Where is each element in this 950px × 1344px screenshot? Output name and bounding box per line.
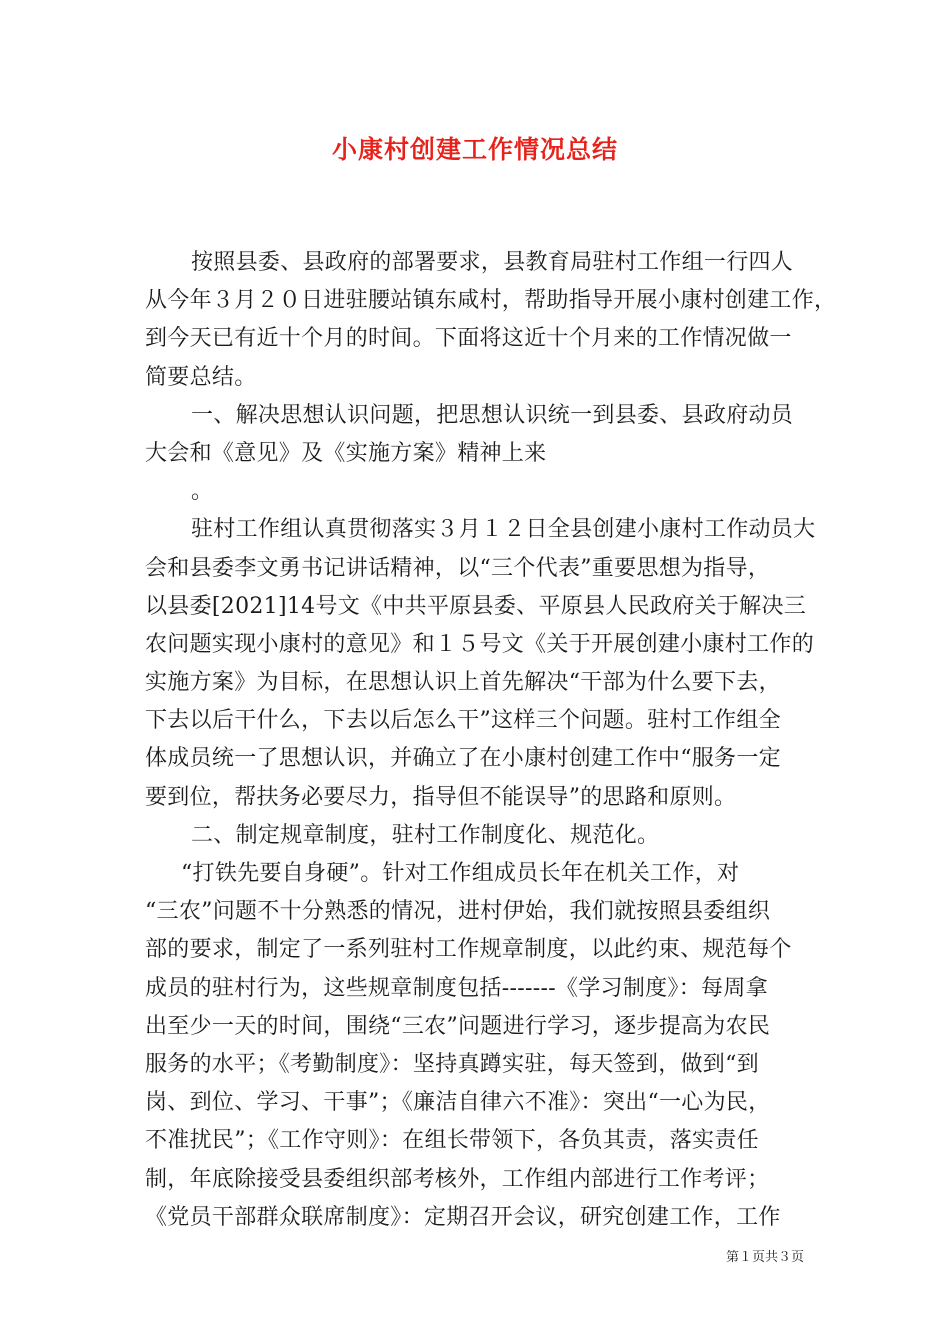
text-line: 从今年３月２０日进驻腰站镇东咸村，帮助指导开展小康村创建工作，	[145, 288, 837, 314]
text-line: “打铁先要自身硬”。针对工作组成员长年在机关工作，对	[181, 861, 740, 886]
document-body	[145, 244, 837, 1237]
text-line: 简要总结。	[145, 364, 257, 390]
text-line: 部的要求，制定了一系列驻村工作规章制度，以此约束、规范每个	[145, 937, 792, 963]
text-line: 。	[191, 479, 214, 505]
section-heading-1-cont: 大会和《意见》及《实施方案》精神上来	[145, 440, 547, 466]
text-line: 岗、到位、学习、干事”；《廉洁自律六不准》：突出“一心为民，	[145, 1090, 771, 1116]
text-line: 成员的驻村行为，这些规章制度包括-------《学习制度》：每周拿	[145, 975, 768, 1001]
text-line: 要到位，帮扶务必要尽力，指导但不能误导”的思路和原则。	[145, 784, 737, 810]
text-line: 不准扰民”；《工作守则》：在组长带领下，各负其责，落实责任	[145, 1128, 759, 1154]
page-title: 小康村创建工作情况总结	[331, 135, 618, 164]
text-line: 体成员统一了思想认识，并确立了在小康村创建工作中“服务一定	[145, 746, 781, 772]
text-line: 会和县委李文勇书记讲话精神，以“三个代表”重要思想为指导，	[145, 555, 771, 581]
text-line: 实施方案》为目标，在思想认识上首先解决“干部为什么要下去，	[145, 670, 781, 696]
text-line: 以县委[2021]14号文《中共平原县委、平原县人民政府关于解决三	[145, 593, 807, 619]
text-line: 到今天已有近十个月的时间。下面将这近十个月来的工作情况做一	[145, 326, 792, 352]
text-line: 《党员干部群众联席制度》：定期召开会议，研究创建工作，工作	[145, 1204, 781, 1230]
text-line: 出至少一天的时间，围绕“三农”问题进行学习，逐步提高为农民	[145, 1013, 771, 1039]
text-line: 下去以后干什么，下去以后怎么干”这样三个问题。驻村工作组全	[145, 708, 781, 734]
text-line: 农问题实现小康村的意见》和１５号文《关于开展创建小康村工作的	[145, 631, 815, 657]
section-heading-1: 一、解决思想认识问题，把思想认识统一到县委、县政府动员	[191, 402, 794, 428]
text-line: “三农”问题不十分熟悉的情况，进村伊始，我们就按照县委组织	[145, 899, 771, 925]
section-heading-2: 二、制定规章制度，驻村工作制度化、规范化。	[191, 822, 660, 848]
page-number: 第１页共３页	[725, 1250, 804, 1265]
text-line: 服务的水平；《考勤制度》：坚持真蹲实驻，每天签到，做到“到	[145, 1051, 759, 1077]
text-line: 驻村工作组认真贯彻落实３月１２日全县创建小康村工作动员大	[191, 517, 816, 543]
text-line: 按照县委、县政府的部署要求，县教育局驻村工作组一行四人	[191, 250, 794, 275]
text-line: 制，年底除接受县委组织部考核外，工作组内部进行工作考评；	[145, 1166, 770, 1192]
